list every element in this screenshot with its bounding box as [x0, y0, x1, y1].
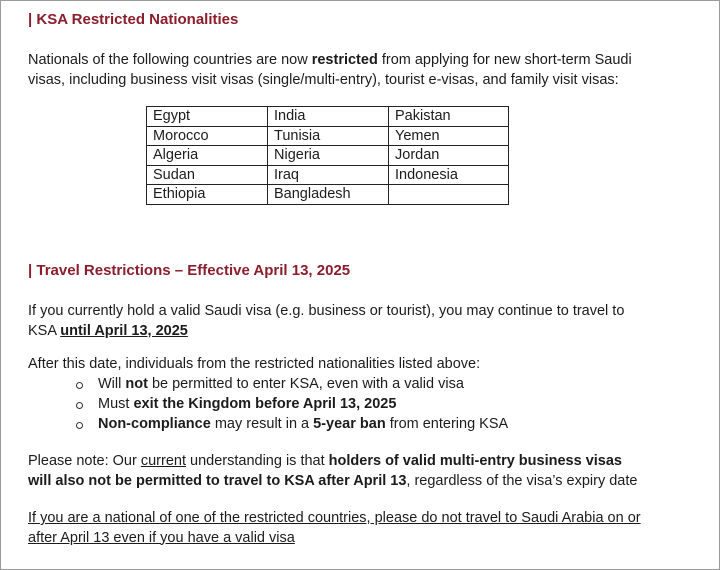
note-current: current — [140, 453, 186, 469]
note-text-2: understanding is that — [185, 453, 329, 469]
table-row — [147, 146, 509, 166]
until-date-bold: until April 13, 2025 — [60, 322, 188, 339]
bullet-circle-icon — [76, 402, 83, 409]
intro-restricted-bold: restricted — [311, 52, 378, 68]
country-cell — [389, 185, 509, 205]
intro-paragraph — [28, 51, 698, 90]
restrictions-bullet-list — [74, 374, 508, 434]
table-row — [147, 126, 509, 146]
country-cell: India — [268, 107, 389, 127]
table-row — [147, 165, 509, 185]
bullet-circle-icon — [76, 382, 83, 389]
note-paragraph — [28, 452, 698, 491]
bullet-text: may result in a — [210, 416, 314, 432]
bullet-circle-icon — [76, 422, 83, 429]
bullet-text: Must — [98, 396, 134, 412]
bullet-text: be permitted to enter KSA, even with a valid visa — [147, 376, 464, 392]
country-cell: Pakistan — [389, 107, 509, 127]
note-bold-2: will also not be permitted to travel to KSA after April 13 — [28, 472, 407, 489]
warning-paragraph — [28, 509, 698, 548]
bullet-text: Will — [98, 376, 126, 392]
after-date-line: After this date, individuals from the restricted nationalities listed above: — [28, 356, 481, 372]
hold-text-1: If you currently hold a valid Saudi visa (e.g. business or tourist), you may continue to travel to — [28, 303, 625, 319]
country-cell: Algeria — [147, 146, 268, 166]
hold-visa-paragraph — [28, 302, 698, 341]
bullet-bold: exit the Kingdom before April 13, 2025 — [133, 396, 397, 412]
note-bold-1: holders of valid multi-entry business visas — [328, 453, 622, 469]
country-cell: Ethiopia — [147, 185, 268, 205]
bullet-item-entry — [74, 374, 508, 394]
bullet-text: from entering KSA — [385, 416, 509, 432]
country-cell: Morocco — [147, 126, 268, 146]
table-row — [147, 107, 509, 127]
bullet-bold: Non-compliance — [98, 416, 211, 432]
warning-line-1: If you are a national of one of the restricted countries, please do not travel to Saudi Arabia on or — [28, 510, 641, 526]
heading-travel-restrictions: | Travel Restrictions – Effective April 13, 2025 — [28, 262, 351, 279]
note-text-3: , regardless of the visa’s expiry date — [406, 472, 638, 489]
restricted-countries-table — [146, 106, 509, 205]
bullet-bold: 5-year ban — [313, 416, 386, 432]
bullet-bold: not — [125, 376, 148, 392]
country-cell: Tunisia — [268, 126, 389, 146]
table-row — [147, 185, 509, 205]
bullet-item-ban — [74, 414, 508, 434]
country-cell: Iraq — [268, 165, 389, 185]
country-cell: Nigeria — [268, 146, 389, 166]
country-cell: Yemen — [389, 126, 509, 146]
hold-text-2: KSA — [28, 322, 61, 339]
warning-line-2: after April 13 even if you have a valid visa — [28, 529, 295, 546]
note-text-1: Please note: Our — [28, 453, 141, 469]
bullet-item-exit — [74, 394, 508, 414]
heading-restricted-nationalities: | KSA Restricted Nationalities — [28, 11, 239, 28]
country-cell: Sudan — [147, 165, 268, 185]
intro-text-1: Nationals of the following countries are now — [28, 52, 312, 68]
intro-text-3: visas, including business visit visas (single/multi-entry), tourist e-visas, and family visit visas: — [28, 71, 619, 88]
country-cell: Indonesia — [389, 165, 509, 185]
country-cell: Egypt — [147, 107, 268, 127]
country-cell: Jordan — [389, 146, 509, 166]
country-cell: Bangladesh — [268, 185, 389, 205]
intro-text-2: from applying for new short-term Saudi — [377, 52, 632, 68]
